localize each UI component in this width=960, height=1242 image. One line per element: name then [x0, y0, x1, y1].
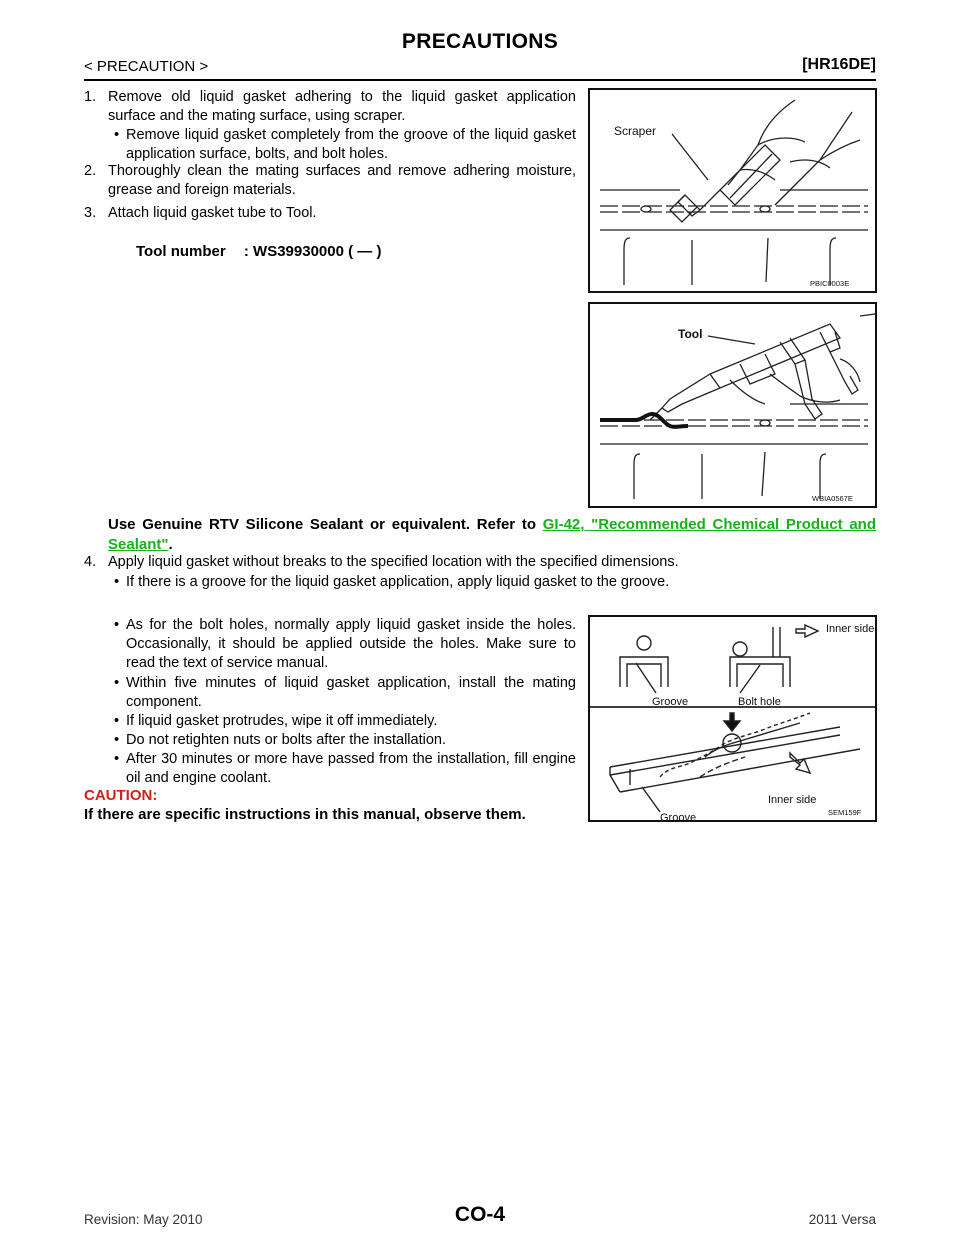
step-4-bullet-2-text: As for the bolt holes, normally apply liquid gasket inside the holes. Occasionally, it should be applied outside the holes. Make sure to read the text of service manual.: [126, 617, 576, 671]
figure-scraper: [588, 88, 877, 293]
bolt-hole-label: Bolt hole: [738, 696, 781, 708]
step-4-bullet-4-text: If liquid gasket protrudes, wipe it off immediately.: [126, 713, 438, 729]
step-2-text: Thoroughly clean the mating surfaces and remove adhering moisture, grease and foreign materials.: [108, 163, 576, 198]
step-1-bullet: [114, 126, 576, 164]
groove-top-label: Groove: [652, 696, 689, 708]
step-1-text: Remove old liquid gasket adhering to the liquid gasket application surface and the mating surface, using scraper.: [108, 89, 576, 124]
step-4-bullet-3-text: Within five minutes of liquid gasket application, install the mating component.: [126, 675, 576, 710]
inner-side-bottom-label: Inner side: [768, 794, 817, 806]
tool-label: Tool: [678, 327, 703, 341]
sealant-reference-end: .: [168, 536, 173, 553]
bullet-dot: •: [114, 751, 120, 767]
step-4-bullet-5: [114, 731, 576, 750]
step-2-number: 2.: [84, 163, 97, 179]
step-4-bullet-1-text: If there is a groove for the liquid gasket application, apply liquid gasket to the groove.: [126, 574, 670, 590]
header-rule: [84, 79, 876, 81]
tool-illustration: [590, 304, 875, 506]
sealant-reference-link[interactable]: GI-42, "Recommended Chemical Product and Sealant": [108, 516, 876, 553]
inner-side-top-label: [826, 623, 874, 635]
step-4-bullet-2: [114, 616, 576, 673]
groove-illustration: [590, 617, 875, 820]
step-3: [84, 204, 576, 223]
scraper-illustration: [590, 90, 875, 291]
step-4-bullet-6: [114, 750, 576, 788]
caution-label: CAUTION:: [84, 787, 158, 804]
step-4-bullet-3: [114, 674, 576, 712]
footer-revision: Revision: May 2010: [84, 1212, 203, 1227]
bullet-dot: •: [114, 732, 120, 748]
scraper-label: Scraper: [614, 124, 657, 138]
step-4-bullet-4: [114, 712, 576, 731]
sealant-reference: [108, 515, 876, 555]
bullet-dot: •: [114, 574, 120, 590]
step-4-bullet-1: [114, 573, 876, 592]
step-2: [84, 162, 576, 200]
engine-label: [HR16DE]: [802, 56, 876, 73]
page-title: PRECAUTIONS: [401, 30, 559, 53]
tool-number-row: [136, 243, 381, 260]
figure-code: SEM159F: [828, 808, 862, 817]
bullet-dot: •: [114, 617, 120, 633]
step-4-bullet-5-text: Do not retighten nuts or bolts after the installation.: [126, 732, 446, 748]
step-3-text: Attach liquid gasket tube to Tool.: [108, 205, 317, 221]
figure-groove-bolt-hole: [588, 615, 877, 822]
figure-tool: [588, 302, 877, 508]
step-1-bullet-text: Remove liquid gasket completely from the groove of the liquid gasket application surface, bolts, and bolt holes.: [126, 127, 576, 162]
inner-side-top-text: Inner side: [826, 623, 875, 635]
sealant-reference-text: Use Genuine RTV Silicone Sealant or equivalent. Refer to: [108, 516, 543, 533]
figure-code: WBIA0567E: [812, 494, 853, 503]
step-4-text: Apply liquid gasket without breaks to the specified location with the specified dimensions.: [108, 554, 679, 570]
step-4: [84, 553, 876, 572]
bullet-dot: •: [114, 713, 120, 729]
footer-model: 2011 Versa: [808, 1212, 876, 1227]
step-3-number: 3.: [84, 205, 97, 221]
caution-text: If there are specific instructions in this manual, observe them.: [84, 806, 526, 823]
section-label: < PRECAUTION >: [84, 58, 209, 75]
footer-page-number: CO-4: [454, 1203, 506, 1226]
bullet-dot: •: [114, 675, 120, 691]
step-4-bullet-6-text: After 30 minutes or more have passed from the installation, fill engine oil and engine coolant.: [126, 751, 576, 786]
groove-bottom-label: Groove: [660, 812, 697, 820]
tool-number-label: Tool number: [136, 243, 226, 260]
step-4-number: 4.: [84, 554, 97, 570]
figure-code: PBIC0003E: [810, 279, 850, 288]
tool-number-value: : WS39930000 ( — ): [243, 243, 382, 260]
bullet-dot: •: [114, 127, 120, 143]
step-1: [84, 88, 576, 126]
step-1-number: 1.: [84, 89, 97, 105]
